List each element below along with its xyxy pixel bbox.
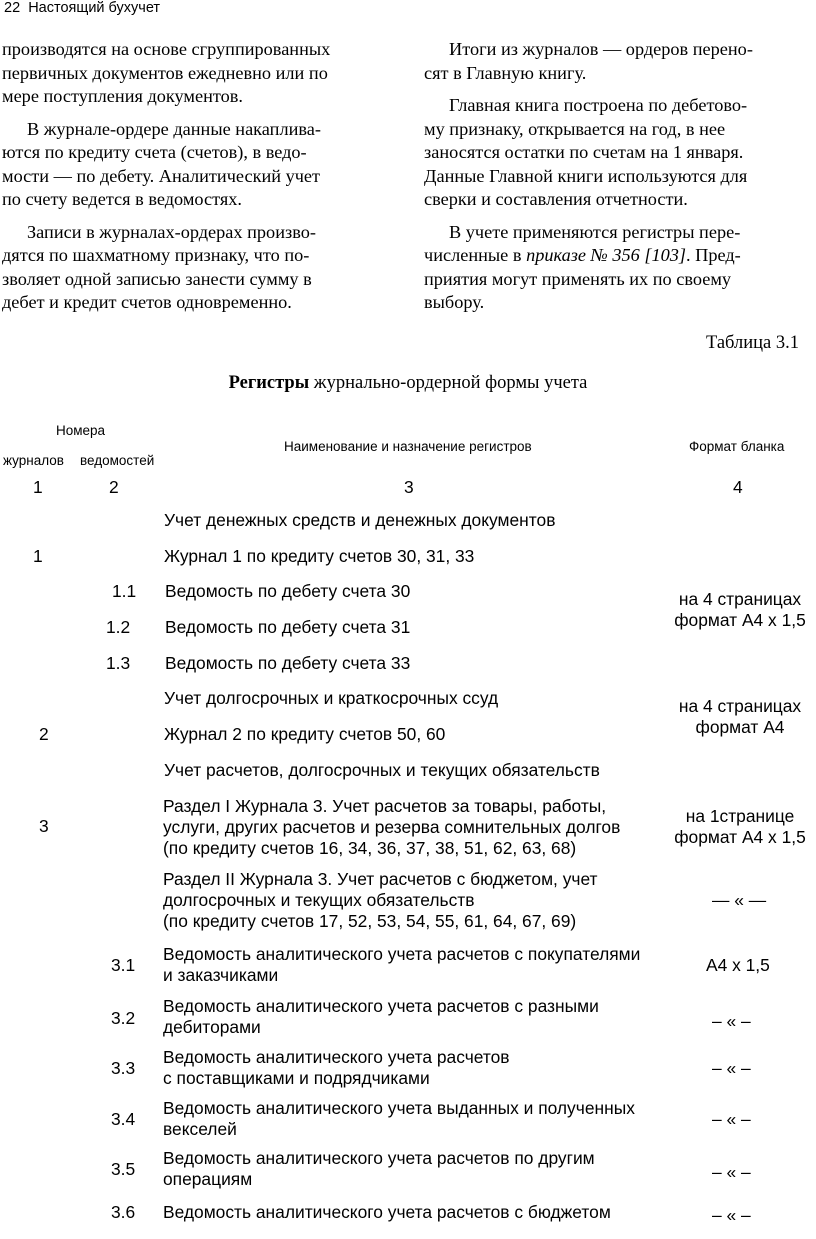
text-line: и заказчиками: [163, 965, 279, 985]
left-paragraph-3: [2, 221, 362, 315]
statement-number: 3.6: [111, 1202, 136, 1222]
text-line: дебиторами: [163, 1017, 261, 1037]
text-line: долгосрочных и текущих обязательств: [163, 890, 475, 910]
text-line: мере поступления документов.: [2, 86, 243, 106]
section-heading: Учет расчетов, долгосрочных и текущих обязательств: [164, 760, 600, 780]
ditto-mark: – « –: [712, 1058, 751, 1078]
statement-name: Ведомость по дебету счета 33: [165, 653, 411, 673]
statement-number: 1.1: [112, 581, 137, 601]
statement-number: 3.1: [111, 955, 136, 975]
text-line: (по кредиту счетов 17, 52, 53, 54, 55, 61, 64, 67, 69): [163, 911, 577, 931]
text-line: Ведомость аналитического учета расчетов с покупателями: [163, 944, 641, 964]
ditto-mark: – « –: [712, 1205, 751, 1225]
form-format: [660, 696, 816, 738]
text-line: Ведомость аналитического учета расчетов: [163, 1047, 510, 1067]
header-numbers-group: Номера: [56, 423, 106, 438]
text-line: Раздел II Журнала 3. Учет расчетов с бюджетом, учет: [163, 869, 598, 889]
text-line: ются по кредиту счета (счетов), в ведо-: [2, 142, 307, 162]
column-number-1: 1: [33, 477, 43, 497]
statement-name: [163, 1148, 595, 1190]
left-paragraph-1: [2, 38, 362, 109]
statement-number: 1.3: [106, 653, 131, 673]
text-line: Ведомость аналитического учета расчетов по другим: [163, 1148, 595, 1168]
running-header: [4, 0, 160, 16]
ditto-mark: – « –: [712, 1109, 751, 1129]
header-register-name: Наименование и назначение регистров: [284, 439, 532, 454]
text-line: заносятся остатки по счетам на 1 января.: [424, 142, 744, 162]
statement-number: 3.5: [111, 1159, 136, 1179]
section-heading: Учет долгосрочных и краткосрочных ссуд: [164, 688, 499, 708]
order-reference: приказе № 356 [103]: [526, 245, 687, 265]
statement-name: [163, 1047, 510, 1089]
text-line: численные в: [424, 245, 527, 265]
format-line: формат А4 х 1,5: [674, 827, 806, 847]
format-line: на 4 страницах: [678, 696, 802, 716]
right-text-column: [424, 38, 786, 324]
table-title-bold: Регистры: [228, 373, 310, 393]
text-line: му признаку, открывается на год, в нее: [424, 118, 726, 139]
text-line: Записи в журналах-ордерах произво-: [27, 221, 316, 242]
text-line: Главная книга построена по дебетово-: [449, 95, 748, 115]
format-line: на 1странице: [685, 806, 795, 826]
form-format: [660, 589, 816, 631]
text-line: сят в Главную книгу.: [424, 62, 587, 83]
text-line: (по кредиту счетов 16, 34, 36, 37, 38, 51, 62, 63, 68): [163, 838, 577, 858]
page-number: 22: [4, 0, 21, 16]
text-line: В журнале-ордере данные накаплива-: [27, 118, 321, 139]
ditto-mark: – « –: [712, 1011, 751, 1031]
text-line: дебет и кредит счетов одновременно.: [2, 292, 292, 312]
table-number: Таблица 3.1: [706, 333, 799, 353]
statement-name: [163, 1098, 635, 1140]
text-line: услуги, других расчетов и резерва сомнительных долгов: [163, 817, 621, 837]
text-line: выбору.: [424, 292, 485, 312]
column-number-2: 2: [109, 477, 119, 497]
format-line: на 4 страницах: [678, 589, 802, 609]
ditto-mark: – « –: [712, 1162, 751, 1182]
text-line: производятся на основе сгруппированных: [2, 39, 331, 59]
text-line: приятия могут применять их по своему: [424, 268, 732, 289]
header-journals: журналов: [3, 453, 64, 468]
text-line: Раздел I Журнала 3. Учет расчетов за товары, работы,: [163, 796, 607, 816]
table-title: [0, 373, 816, 394]
text-line: по счету ведется в ведомостях.: [2, 189, 242, 209]
statement-number: 3.3: [111, 1058, 136, 1078]
right-paragraph-3: [424, 221, 786, 315]
left-paragraph-2: [2, 118, 362, 212]
text-line: зволяет одной записью занести сумму в: [2, 268, 312, 289]
form-format: А4 х 1,5: [706, 955, 770, 975]
header-form-format: Формат бланка: [689, 439, 785, 454]
text-line: операциям: [163, 1169, 253, 1189]
text-line: мости — по дебету. Аналитический учет: [2, 165, 321, 186]
statement-number: 3.2: [111, 1008, 136, 1028]
statement-name: Ведомость по дебету счета 31: [165, 617, 411, 637]
text-line: Ведомость аналитического учета выданных и полученных: [163, 1098, 635, 1118]
journal-number: 1: [33, 546, 43, 566]
text-line: . Пред-: [686, 245, 741, 265]
text-line: первичных документов ежедневно или по: [2, 62, 328, 83]
text-line: Ведомость аналитического учета расчетов с разными: [163, 996, 599, 1016]
section-heading: Учет денежных средств и денежных документов: [164, 510, 556, 530]
text-line: Итоги из журналов — ордеров перено-: [449, 39, 753, 59]
format-line: формат А4 х 1,5: [674, 610, 806, 630]
statement-name: Ведомость аналитического учета расчетов с бюджетом: [163, 1202, 611, 1222]
text-line: векселей: [163, 1119, 237, 1139]
journal-number: 2: [39, 724, 49, 744]
column-number-4: 4: [733, 477, 743, 497]
left-text-column: [2, 38, 362, 324]
format-line: формат А4: [695, 717, 785, 737]
text-line: сверки и составления отчетности.: [424, 189, 688, 209]
journal-section-name: [163, 869, 598, 932]
table-title-rest: журнально-ордерной формы учета: [309, 373, 588, 393]
text-line: дятся по шахматному признаку, что по-: [2, 245, 310, 265]
ditto-mark: — « —: [712, 890, 767, 910]
journal-name: Журнал 2 по кредиту счетов 50, 60: [164, 724, 446, 744]
form-format: [660, 806, 816, 848]
running-title: Настоящий бухучет: [28, 0, 161, 16]
column-number-3: 3: [404, 477, 414, 497]
journal-number: 3: [39, 816, 49, 836]
header-statements: ведомостей: [80, 453, 155, 468]
statement-number: 3.4: [111, 1109, 136, 1129]
statement-name: Ведомость по дебету счета 30: [165, 581, 411, 601]
text-line: В учете применяются регистры пере-: [449, 221, 741, 242]
text-line: Данные Главной книги используются для: [424, 165, 748, 186]
journal-name: Журнал 1 по кредиту счетов 30, 31, 33: [164, 546, 475, 566]
text-line: с поставщиками и подрядчиками: [163, 1068, 430, 1088]
right-paragraph-2: [424, 94, 786, 212]
statement-number: 1.2: [106, 617, 131, 637]
statement-name: [163, 996, 599, 1038]
journal-section-name: [163, 796, 620, 859]
statement-name: [163, 944, 640, 986]
right-paragraph-1: [424, 38, 786, 85]
